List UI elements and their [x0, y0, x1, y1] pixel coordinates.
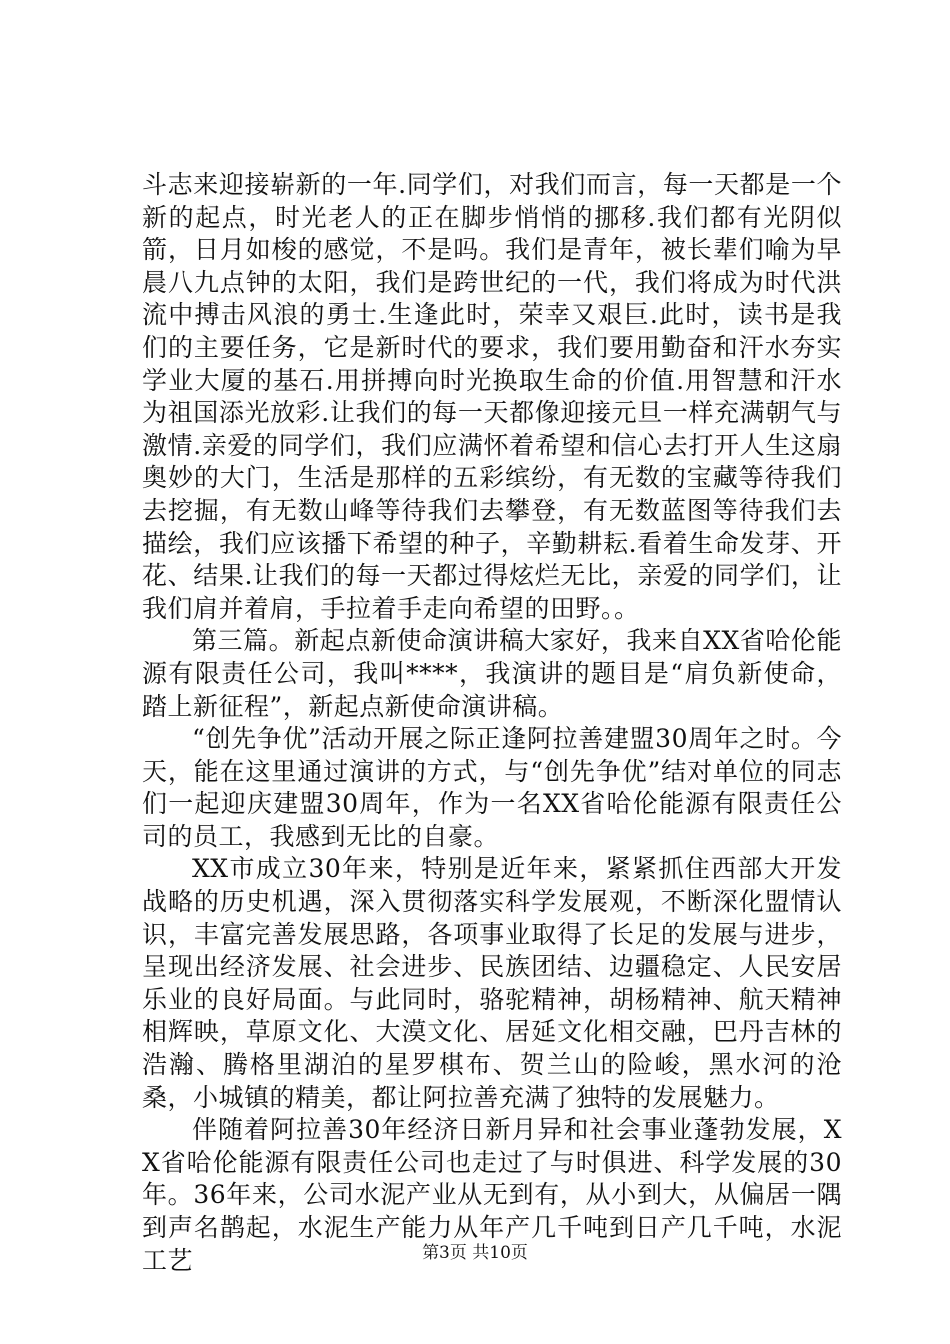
body-text — [142, 169, 842, 1277]
paragraph-continuation: 斗志来迎接崭新的一年.同学们，对我们而言，每一天都是一个新的起点，时光老人的正在脚步悄悄的挪移.我们都有光阴似箭，日月如梭的感觉，不是吗。我们是青年，被长辈们喻为早晨八九点钟的太阳，我们是跨世纪的一代，我们将成为时代洪流中搏击风浪的勇士.生逢此时，荣幸又艰巨.此时，读书是我们的主要任务，它是新时代的要求，我们要用勤奋和汗水夯实学业大厦的基石.用拼搏向时光换取生命的价值.用智慧和汗水为祖国添光放彩.让我们的每一天都像迎接元旦一样充满朝气与激情.亲爱的同学们，我们应满怀着希望和信心去打开人生这扇奥妙的大门，生活是那样的五彩缤纷，有无数的宝藏等待我们去挖掘，有无数山峰等待我们去攀登，有无数蓝图等待我们去描绘，我们应该播下希望的种子，辛勤耕耘.看着生命发芽、开花、结果.让我们的每一天都过得炫烂无比，亲爱的同学们，让我们肩并着肩，手拉着手走向希望的田野。。 — [142, 170, 842, 623]
paragraph-city-development: XX市成立30年来，特别是近年来，紧紧抓住西部大开发战略的历史机遇，深入贯彻落实科学发展观，不断深化盟情认识，丰富完善发展思路，各项事业取得了长足的发展与进步，呈现出经济发展、社会进步、民族团结、边疆稳定、人民安居乐业的良好局面。与此同时，骆驼精神，胡杨精神、航天精神相辉映，草原文化、大漠文化、居延文化相交融，巴丹吉林的浩瀚、腾格里湖泊的星罗棋布、贺兰山的险峻，黑水河的沧桑，小城镇的精美，都让阿拉善充满了独特的发展魅力。 — [142, 854, 842, 1112]
paragraph-anniversary: “创先争优”活动开展之际正逢阿拉善建盟30周年之时。今天，能在这里通过演讲的方式，与“创先争优”结对单位的同志们一起迎庆建盟30周年，作为一名XX省哈伦能源有限责任公司的员工，我感到无比的自豪。 — [142, 724, 842, 851]
page-number-footer: 第3页 共10页 — [422, 1243, 528, 1263]
paragraph-third-speech-intro: 第三篇。新起点新使命演讲稿大家好，我来自XX省哈伦能源有限责任公司，我叫****，我演讲的题目是“肩负新使命，踏上新征程”，新起点新使命演讲稿。 — [142, 626, 842, 721]
paragraph-company-history: 伴随着阿拉善30年经济日新月异和社会事业蓬勃发展，XX省哈伦能源有限责任公司也走过了与时俱进、科学发展的30年。36年来，公司水泥产业从无到有，从小到大，从偏居一隅到声名鹊起，水泥生产能力从年产几千吨到日产几千吨，水泥工艺 — [142, 1115, 842, 1275]
